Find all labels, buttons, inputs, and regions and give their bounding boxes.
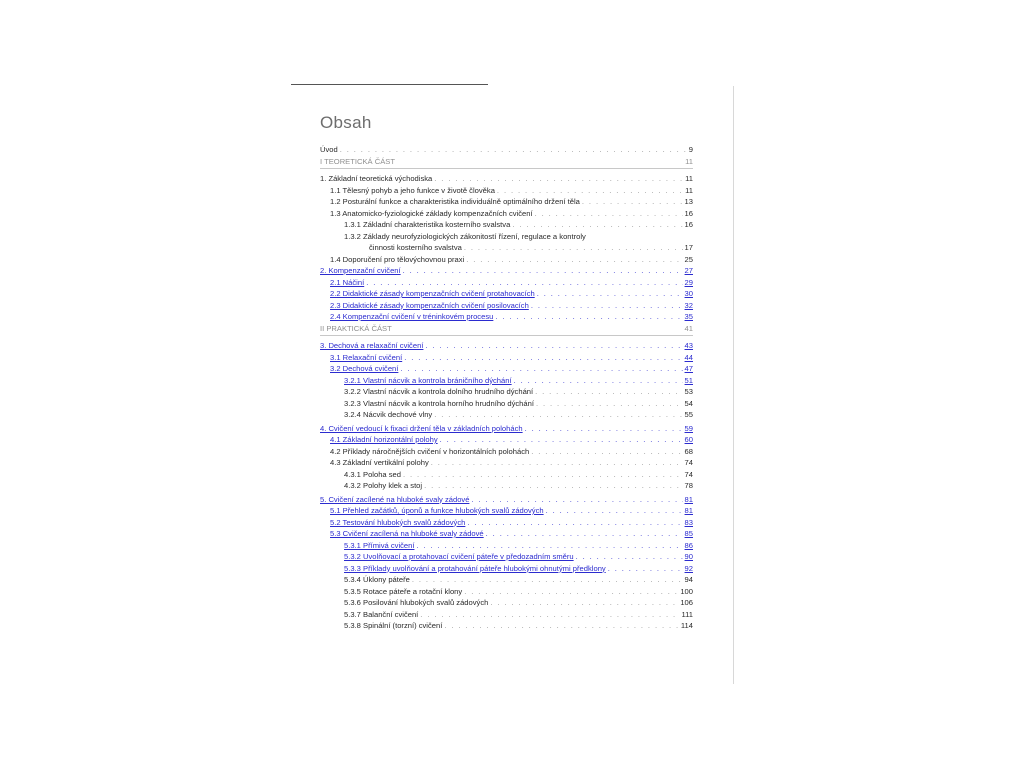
toc-leader-dots [536,398,683,410]
toc-entry [320,586,693,598]
toc-leader-dots [467,517,682,529]
toc-entry-page: 94 [684,575,693,584]
toc-leader-dots [531,300,683,312]
toc-entry-label: 1.4 Doporučení pro tělovýchovnou praxi [330,254,465,264]
toc-entry [320,173,693,185]
toc-entry[interactable] [320,505,693,517]
toc-entry-label: 3.2.2 Vlastní nácvik a kontrola dolního hrudního dýchání [344,387,534,396]
toc-entry-page: 11 [685,185,693,195]
toc-entry [320,446,693,458]
toc-entry[interactable] [320,551,693,563]
toc-entry-page: 86 [684,540,693,550]
toc-entry[interactable] [320,363,693,375]
toc-entry-page: 16 [684,208,693,218]
toc-entry[interactable] [320,277,693,289]
toc-entry-page: 100 [680,586,693,596]
header-rule [291,84,488,85]
toc-entry-page: 51 [684,375,693,385]
toc-entry[interactable] [320,375,693,387]
toc-entry[interactable] [320,423,693,435]
toc-entry-label: činnosti kosterního svalstva [369,243,462,252]
toc-entry-label: 5.3.3 Příklady uvolňování a protahování páteře hlubokými ohnutými předklony [344,563,606,573]
toc-part-heading [320,156,693,170]
toc-entry-page: 114 [680,621,693,630]
toc-entry[interactable] [320,434,693,446]
toc-entry-label: 5.3.2 Uvolňovací a protahovací cvičení páteře v předozadním směru [344,552,574,561]
toc-leader-dots [514,375,683,387]
toc-entry-label: 5.3.1 Přímivá cvičení [344,540,415,550]
toc-leader-dots [416,540,682,552]
toc-leader-dots [420,609,679,621]
toc-entry[interactable] [320,528,693,540]
toc-entry-label: 4.3.2 Polohy klek a stoj [344,481,423,490]
toc-entry [320,409,693,421]
toc-entry [320,398,693,410]
toc-entry-page: 43 [684,341,693,350]
toc-entry [320,480,693,492]
toc-leader-dots [497,185,683,197]
toc-part-label: I TEORETICKÁ ČÁST [320,156,395,166]
toc-entry-label: 5.3 Cvičení zacílená na hluboké svaly zádové [330,529,484,538]
toc-entry [320,208,693,220]
toc-entry-label: 5.3.5 Rotace páteře a rotační klony [344,586,463,596]
toc-leader-dots [531,446,682,458]
toc-leader-dots [400,363,682,375]
toc-entry-label: 3.2.1 Vlastní nácvik a kontrola bráničního dýchání [344,375,512,385]
toc-entry-page: 83 [684,517,693,527]
toc-entry-label: 3.2 Dechová cvičení [330,364,399,373]
toc-entry[interactable] [320,352,693,364]
toc-entry-page: 44 [684,352,693,362]
toc-leader-dots [546,505,683,517]
toc-leader-dots [535,386,682,398]
toc-leader-dots [576,551,683,563]
toc-entry [320,620,693,632]
toc-entry-label: 4.3.1 Poloha sed [344,469,401,479]
toc-entry-label: 1.2 Posturální funkce a charakteristika individuálně optimálního držení těla [330,197,580,206]
toc-entry [320,219,693,231]
toc-entry-page: 30 [684,289,693,298]
toc-leader-dots [366,277,682,289]
toc-entry-label: 5.3.6 Posilování hlubokých svalů zádových [344,598,489,607]
toc-entry[interactable] [320,340,693,352]
toc-entry-label: 4.1 Základní horizontální polohy [330,435,438,444]
toc-leader-dots [535,208,683,220]
toc-entry-page: 81 [684,494,693,504]
toc-entry-label: 5.1 Přehled začátků, úponů a funkce hlubokých svalů zádových [330,506,544,515]
toc-entry [320,185,693,197]
toc-entry [320,574,693,586]
toc-entry-page: 29 [684,277,693,287]
toc-entry[interactable] [320,494,693,506]
toc-leader-dots [495,311,682,323]
toc-entry-page: 16 [684,220,693,229]
page-title: Obsah [320,113,372,132]
toc-leader-dots [525,423,683,435]
toc-entry-label: 5.3.8 Spinální (torzní) cvičení [344,621,443,630]
toc-leader-dots [466,254,682,266]
page-edge [733,86,734,684]
toc-entry-label: 2.4 Kompenzační cvičení v tréninkovém procesu [330,312,494,321]
toc-entry[interactable] [320,563,693,575]
toc-leader-dots [490,597,678,609]
toc-entry[interactable] [320,517,693,529]
toc-entry-label: 3.2.4 Nácvik dechové vlny [344,410,433,419]
toc-leader-dots [434,173,683,185]
toc-leader-dots [340,144,687,156]
toc-entry-page: 81 [684,506,693,515]
toc-part-page: 11 [685,156,693,166]
toc-part-page: 41 [684,323,693,333]
toc-entry-label: 4. Cvičení vedoucí k fixaci držení těla v základních polohách [320,423,523,433]
toc-entry [320,231,693,243]
toc-entry-label: 5. Cvičení zacílené na hluboké svaly zádové [320,494,470,504]
toc-leader-dots [404,352,682,364]
toc-entry-page: 111 [681,609,693,619]
toc-leader-dots [444,620,679,632]
toc-leader-dots [464,242,683,254]
toc-entry-label: 3.1 Relaxační cvičení [330,352,403,362]
toc-part-label: II PRAKTICKÁ ČÁST [320,323,392,333]
toc-entry [320,386,693,398]
toc-part-heading [320,323,693,337]
toc-entry-page: 55 [684,410,693,419]
toc-entry [320,469,693,481]
toc-entry-page: 35 [684,312,693,321]
toc-entry[interactable] [320,265,693,277]
toc-leader-dots [403,265,683,277]
toc-leader-dots [471,494,682,506]
toc-entry [320,254,693,266]
toc-entry [320,457,693,469]
toc-entry-label: 1.1 Tělesný pohyb a jeho funkce v životě člověka [330,185,495,195]
toc-entry-page: 11 [685,174,693,183]
toc-entry-label: Úvod [320,145,338,154]
toc-entry [320,609,693,621]
toc-entry-page: 74 [684,469,693,479]
toc-entry-page: 68 [684,446,693,456]
toc-leader-dots [434,409,682,421]
toc-leader-dots [537,288,683,300]
toc-entry-page: 13 [684,197,693,206]
toc-entry-page: 85 [684,529,693,538]
toc-leader-dots [464,586,678,598]
toc-leader-dots [512,219,682,231]
toc-entry-page: 25 [684,254,693,264]
toc-entry-label: 1.3.1 Základní charakteristika kosterního svalstva [344,220,511,229]
toc-leader-dots [424,480,682,492]
toc-leader-dots [440,434,683,446]
toc-entry-label: 3.2.3 Vlastní nácvik a kontrola horního hrudního dýchání [344,398,534,408]
toc-entry-label: 2.1 Náčiní [330,277,365,287]
toc-leader-dots [582,196,683,208]
toc-entry-page: 90 [684,552,693,561]
toc-entry-page: 60 [684,435,693,444]
toc-entry [320,597,693,609]
toc-entry-page: 53 [684,387,693,396]
toc-entry[interactable] [320,540,693,552]
toc-entry-label: 2.3 Didaktické zásady kompenzačních cvičení posilovacích [330,300,529,310]
toc-entry-label: 2. Kompenzační cvičení [320,266,401,275]
toc-leader-dots [412,574,683,586]
toc-entry-label: 1. Základní teoretická východiska [320,174,433,183]
toc-entry-label: 2.2 Didaktické zásady kompenzačních cvičení protahovacích [330,289,535,298]
toc-entry-page: 27 [684,266,693,275]
toc-entry-label: 5.2 Testování hlubokých svalů zádových [330,517,466,527]
toc-entry-page: 78 [684,481,693,490]
toc-entry-page: 54 [684,398,693,408]
toc-entry-label: 5.3.4 Úklony páteře [344,575,410,584]
toc-entry [320,196,693,208]
toc-entry[interactable] [320,288,693,300]
toc-entry-label: 1.3 Anatomicko-fyziologické základy kompenzačních cvičení [330,208,533,218]
toc-entry-page: 17 [684,243,693,252]
toc-leader-dots [403,469,683,481]
toc-entry [320,242,693,254]
toc-entry-label: 4.2 Příklady náročnějších cvičení v horizontálních polohách [330,446,530,456]
toc-entry-page: 47 [684,364,693,373]
toc-entry-page: 59 [684,423,693,433]
toc-entry-page: 106 [680,598,693,607]
toc-entry-label: 3. Dechová a relaxační cvičení [320,341,424,350]
toc-entry-page: 74 [684,458,693,467]
toc-entry [320,144,693,156]
toc-entry-label: 5.3.7 Balanční cvičení [344,609,419,619]
table-of-contents [320,144,693,632]
toc-entry[interactable] [320,300,693,312]
toc-entry-label: 1.3.2 Základy neurofyziologických zákonitostí řízení, regulace a kontroly [344,231,586,241]
toc-entry-page: 32 [684,300,693,310]
toc-leader-dots [431,457,683,469]
toc-entry-page: 92 [684,563,693,573]
toc-entry-label: 4.3 Základní vertikální polohy [330,458,429,467]
toc-leader-dots [486,528,683,540]
toc-entry-page: 9 [688,145,693,154]
toc-entry[interactable] [320,311,693,323]
toc-leader-dots [425,340,682,352]
toc-leader-dots [608,563,683,575]
